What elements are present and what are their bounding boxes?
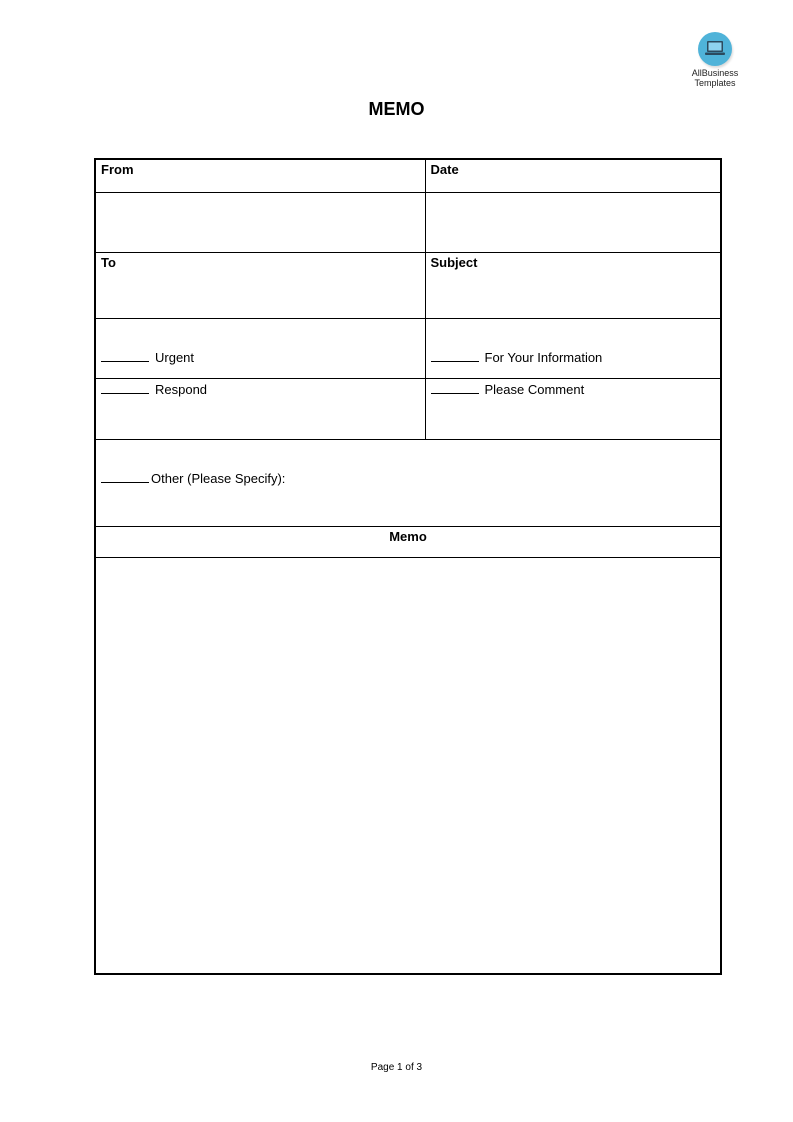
laptop-icon (698, 32, 732, 66)
date-value-field[interactable] (425, 192, 721, 252)
logo-text-line2: Templates (694, 78, 736, 88)
other-label: Other (Please Specify): (151, 470, 286, 486)
fyi-checkmark-blank[interactable] (431, 349, 479, 362)
subject-label: Subject (430, 254, 478, 270)
memo-body-field[interactable] (95, 557, 721, 974)
page-number: Page 1 of 3 (370, 1062, 423, 1073)
from-date-value-row (95, 192, 721, 252)
from-cell (95, 159, 425, 192)
to-label: To (101, 254, 116, 270)
urgent-label: Urgent (155, 349, 195, 365)
date-label: Date (430, 162, 459, 177)
fyi-cell (425, 318, 721, 378)
from-label: From (101, 162, 134, 177)
logo-text (684, 68, 746, 88)
subject-field[interactable] (425, 252, 721, 318)
logo-text-line1: AllBusiness (691, 68, 739, 78)
header-row (95, 159, 721, 192)
other-cell (95, 439, 721, 526)
to-field[interactable] (95, 252, 425, 318)
comment-checkmark-blank[interactable] (431, 381, 479, 394)
respond-checkmark-blank[interactable] (101, 381, 149, 394)
respond-label: Respond (155, 381, 208, 397)
allbusiness-logo (684, 32, 746, 88)
other-row (95, 439, 721, 526)
date-cell (425, 159, 721, 192)
respond-comment-row (95, 378, 721, 439)
memo-body-row (95, 557, 721, 974)
to-subject-row (95, 252, 721, 318)
comment-label: Please Comment (484, 381, 585, 397)
urgent-cell (95, 318, 425, 378)
urgent-fyi-row (95, 318, 721, 378)
memo-heading-cell (95, 526, 721, 557)
comment-cell (425, 378, 721, 439)
from-value-field[interactable] (95, 192, 425, 252)
memo-section-label: Memo (389, 528, 427, 544)
respond-cell (95, 378, 425, 439)
fyi-label: For Your Information (484, 349, 603, 365)
memo-heading-row (95, 526, 721, 557)
memo-form-table (94, 158, 722, 975)
urgent-checkmark-blank[interactable] (101, 349, 149, 362)
document-title: MEMO (368, 99, 425, 119)
other-checkmark-blank[interactable] (101, 470, 149, 483)
